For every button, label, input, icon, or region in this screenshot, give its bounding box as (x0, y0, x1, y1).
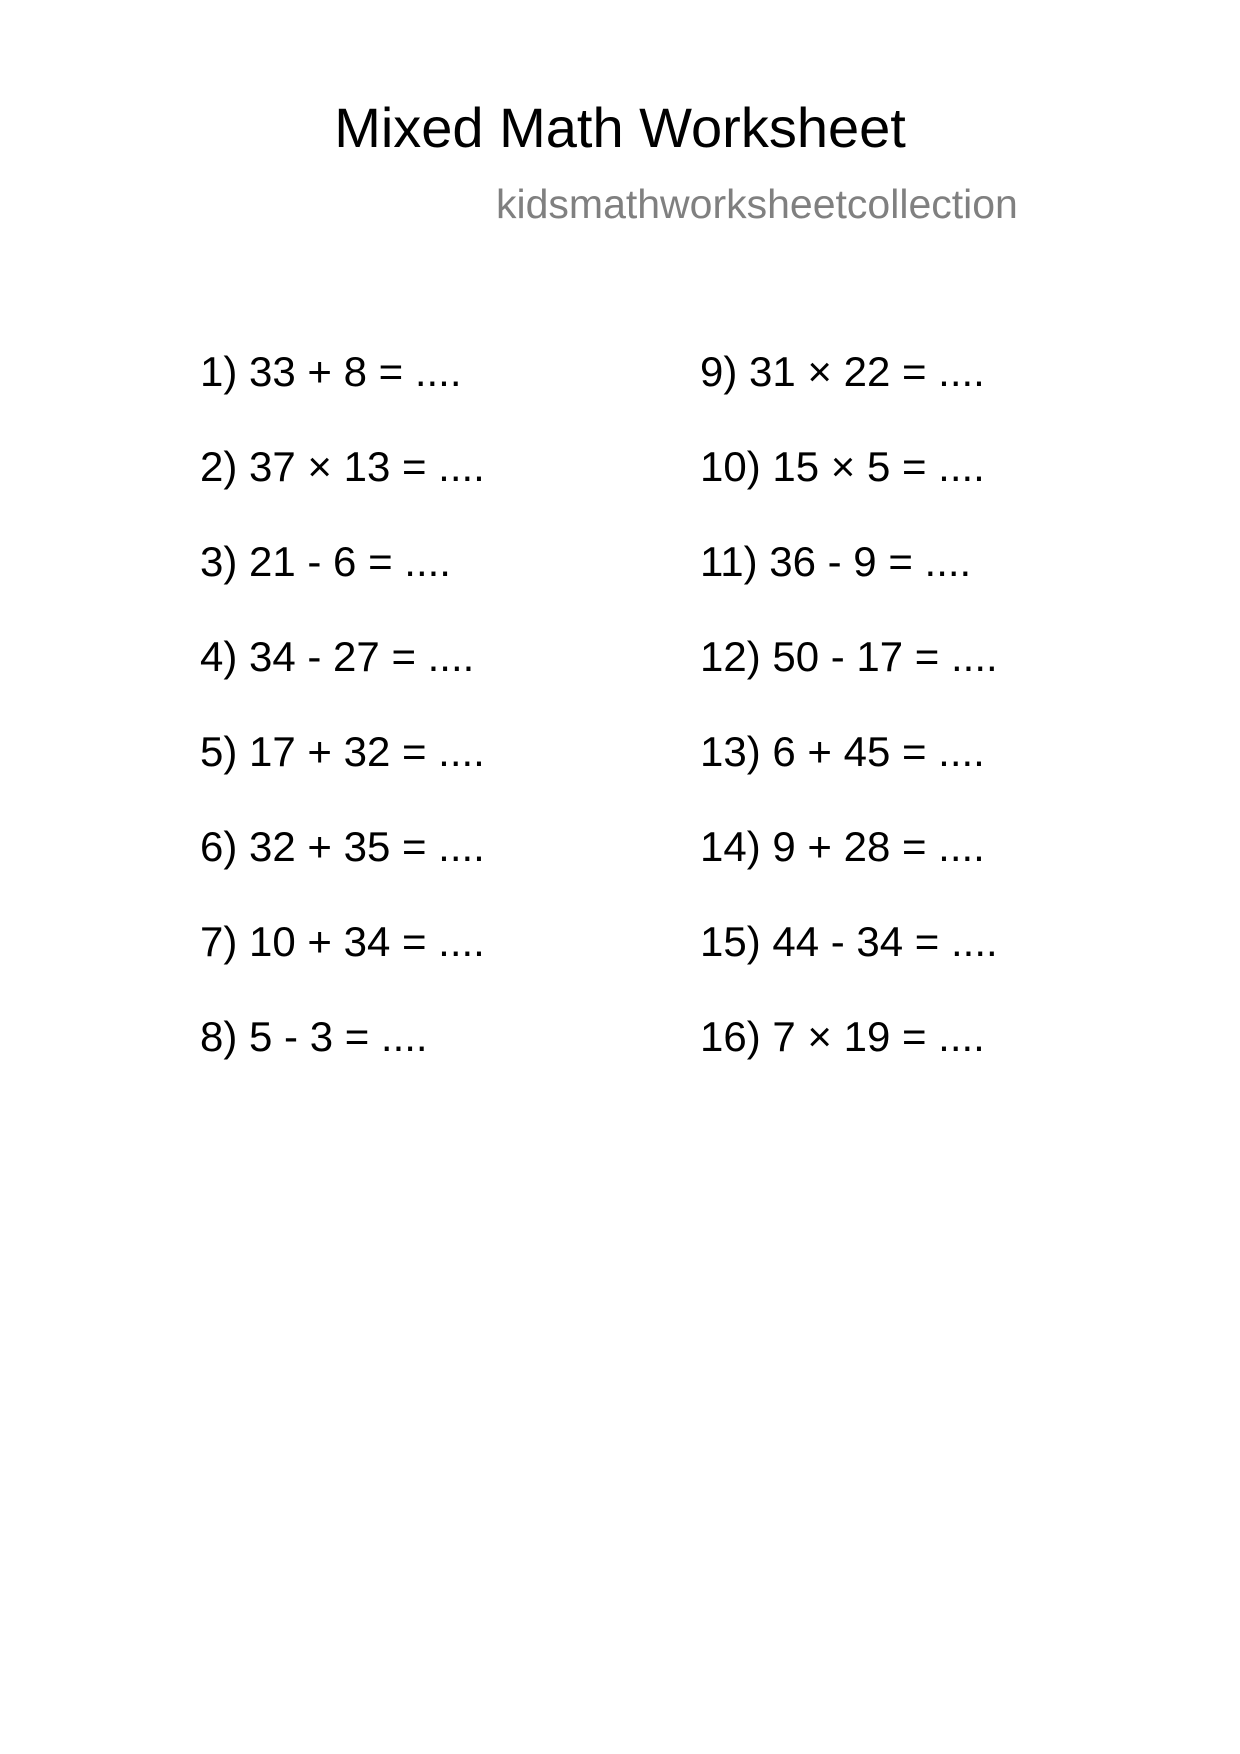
problem-13: 13) 6 + 45 = .... (700, 728, 985, 775)
problem-16: 16) 7 × 19 = .... (700, 1013, 985, 1060)
problem-8: 8) 5 - 3 = .... (200, 1013, 428, 1060)
problem-12: 12) 50 - 17 = .... (700, 633, 998, 680)
problem-5: 5) 17 + 32 = .... (200, 728, 485, 775)
problem-3: 3) 21 - 6 = .... (200, 538, 451, 585)
problem-column-left (200, 348, 485, 1108)
problem-2: 2) 37 × 13 = .... (200, 443, 485, 490)
worksheet-title: Mixed Math Worksheet (334, 96, 906, 159)
source-label: kidsmathworksheetcollection (496, 181, 1018, 227)
problem-10: 10) 15 × 5 = .... (700, 443, 985, 490)
problem-11: 11) 36 - 9 = .... (700, 538, 972, 585)
problem-1: 1) 33 + 8 = .... (200, 348, 462, 395)
problem-4: 4) 34 - 27 = .... (200, 633, 475, 680)
problem-column-right (700, 348, 998, 1108)
problem-9: 9) 31 × 22 = .... (700, 348, 985, 395)
problem-15: 15) 44 - 34 = .... (700, 918, 998, 965)
problem-7: 7) 10 + 34 = .... (200, 918, 485, 965)
problem-14: 14) 9 + 28 = .... (700, 823, 985, 870)
problem-6: 6) 32 + 35 = .... (200, 823, 485, 870)
